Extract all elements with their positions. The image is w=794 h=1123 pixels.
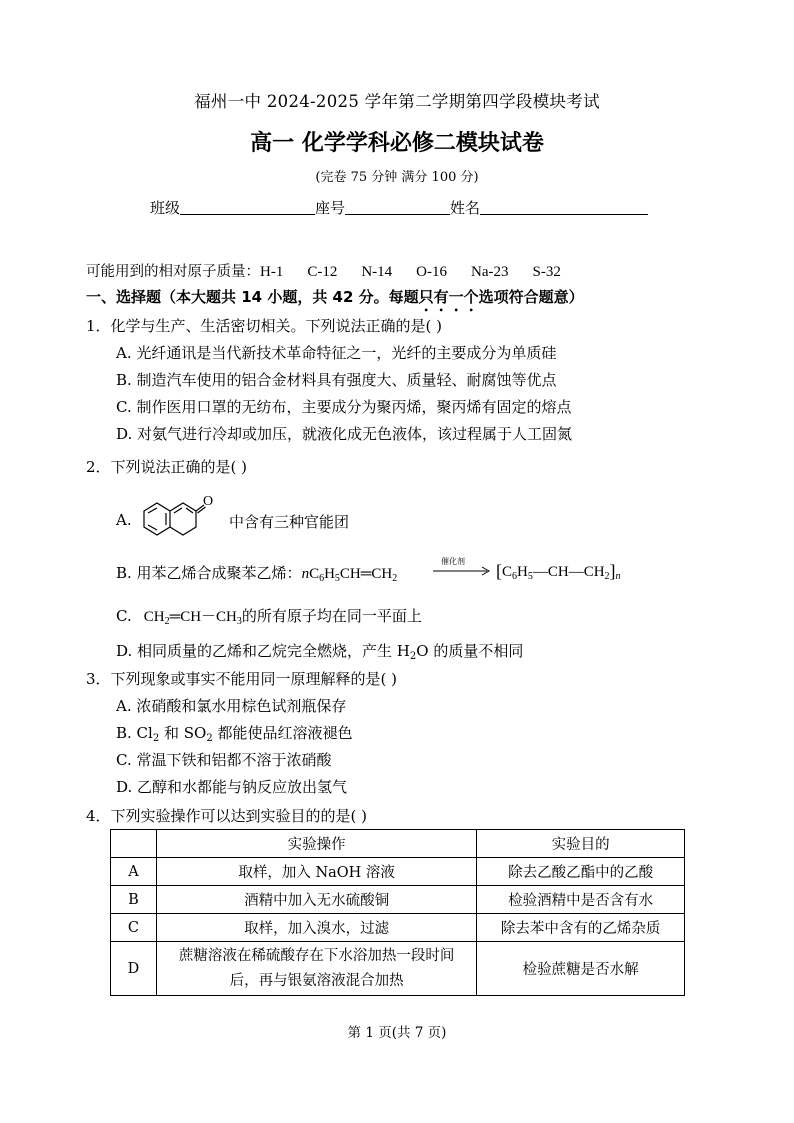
class-label: 班级 [150,199,181,217]
row-operation: 取样，加入溴水，过滤 [156,914,476,942]
q2-option-c-label: C. [116,607,132,625]
section-heading-emphasis: 只有一个 [418,288,479,306]
q3-option-b: B. $Cl_2$ 和 $SO_2$ 都能使品红溶液褪色 [116,724,353,744]
q2-option-c [116,605,422,627]
section-heading-prefix: 一、选择题（本大题共 14 小题，共 42 分。每题 [86,288,419,306]
b-n: n [301,566,310,582]
q3-option-d: D. 乙醇和水都能与钠反应放出氢气 [116,778,348,796]
row-goal: 检验酒精中是否含有水 [477,886,685,914]
c-formula: $CH_2═CH-CH_3$ [143,609,242,627]
row-goal: 除去乙酸乙酯中的乙酸 [477,858,685,886]
carbonyl-o-atom: O [203,494,214,509]
row-label: A [111,858,157,886]
section-heading-suffix: 选项符合题意） [478,288,584,306]
row-operation: 取样，加入 NaOH 溶液 [156,858,476,886]
reaction-arrow [433,566,493,576]
q3-stem: 3．下列现象或事实不能用同一原理解释的是( ) [86,670,398,688]
school-exam-line: 福州一中 2024-2025 学年第二学期第四学段模块考试 [194,92,600,111]
row-label: B [111,886,157,914]
table-row [111,858,685,886]
row-label: D [111,942,157,996]
atomic-masses-label: 可能用到的相对原子质量： [86,264,260,280]
atomic-masses [86,260,561,281]
row-goal: 除去苯中含有的乙烯杂质 [477,914,685,942]
table-row [111,914,685,942]
q2-option-c-text: 的所有原子均在同一平面上 [241,607,422,625]
q2-option-b-label: B. 用苯乙烯合成聚苯乙烯： [116,564,302,582]
mass-s: S-32 [532,264,561,280]
student-info-row [150,197,648,218]
q1-option-a: A. 光纤通讯是当代新技术革命特征之一，光纤的主要成分为单质硅 [116,344,557,362]
page-number: 第 1 页(共 7 页) [347,1025,447,1041]
q1-option-b: B. 制造汽车使用的铝合金材料具有强度大、质量轻、耐腐蚀等优点 [116,371,557,389]
q2-option-b [116,562,397,584]
bracket-left-icon: [ [496,561,502,581]
table-header: 实验操作 [156,830,476,858]
q1-option-c: C. 制作医用口罩的无纺布，主要成分为聚丙烯，聚丙烯有固定的熔点 [116,398,572,416]
mass-o: O-16 [416,264,447,280]
seat-label: 座号 [315,199,346,217]
table-row [111,886,685,914]
bracket-right-icon: ] [609,561,616,581]
name-field[interactable] [480,198,648,215]
mass-h: H-1 [260,264,284,280]
q3-option-c: C. 常温下铁和铝都不溶于浓硝酸 [116,751,332,769]
q1-option-d: D. 对氨气进行冷却或加压，就液化成无色液体，该过程属于人工固氮 [116,425,573,443]
mass-n: N-14 [361,264,393,280]
row-operation: 蔗糖溶液在稀硫酸存在下水浴加热一段时间 后，再与银氨溶液混合加热 [156,942,476,996]
table-row [111,942,685,996]
mass-c: C-12 [307,264,338,280]
class-field[interactable] [180,198,315,215]
row-label: C [111,914,157,942]
name-label: 姓名 [450,199,481,217]
paper-title: 高一 化学学科必修二模块试卷 [250,131,544,156]
catalyst-label: 催化剂 [441,557,465,566]
table-header [111,830,157,858]
q1-stem: 1．化学与生产、生活密切相关。下列说法正确的是( ) [86,317,443,335]
exam-duration-score: (完卷 75 分钟 满分 100 分) [315,170,479,185]
q2-stem: 2．下列说法正确的是( ) [86,458,248,476]
row-operation: 酒精中加入无水硫酸铜 [156,886,476,914]
q2-option-a-label: A. [116,511,132,529]
coumarin-structure [140,494,230,546]
b-reactant: $C_6H_5CH═CH_2$ [309,566,398,584]
seat-field[interactable] [345,198,450,215]
section-heading [86,286,584,315]
q2-option-d: D. 相同质量的乙烯和乙烷完全燃烧，产生 $H_2O$ 的质量不相同 [116,642,524,662]
table-header: 实验目的 [477,830,685,858]
q2-option-a-text: 中含有三种官能团 [229,513,350,531]
b-product: $[C_6H_5—CH—CH_2]_n$ [496,561,621,582]
experiment-table [110,829,685,996]
q4-stem: 4．下列实验操作可以达到实验目的的是( ) [86,807,368,825]
table-header-row [111,830,685,858]
lactone-ring [170,503,196,535]
mass-na: Na-23 [470,264,509,280]
q3-option-a: A. 浓硝酸和氯水用棕色试剂瓶保存 [116,697,347,715]
row-goal: 检验蔗糖是否水解 [477,942,685,996]
